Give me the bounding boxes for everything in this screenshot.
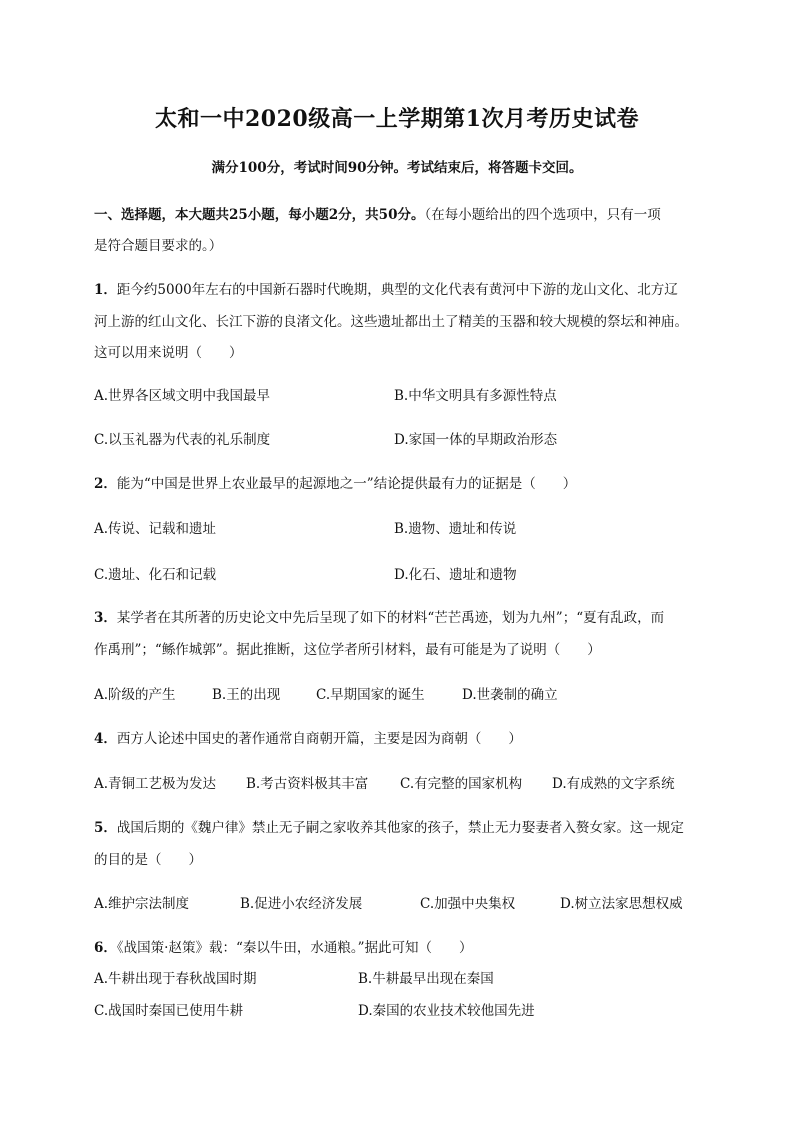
question-number: 5．	[94, 820, 117, 836]
question-6-option-c: C.战国时秦国已使用牛耕	[94, 1003, 244, 1019]
section-heading: 一、选择题，本大题共25小题，每小题2分，共50分。	[94, 207, 425, 223]
question-6-option-a: A.牛耕出现于春秋战国时期	[94, 971, 257, 987]
question-number: 6．	[94, 940, 117, 956]
question-2-line-1: 2．能为“中国是世界上农业最早的起源地之一”结论提供最有力的证据是（ ）	[94, 476, 577, 492]
question-1-line-3: 这可以用来说明（ ）	[94, 345, 243, 361]
question-3-option-d: D.世袭制的确立	[462, 687, 558, 703]
question-4-option-d: D.有成熟的文字系统	[552, 776, 675, 792]
question-5-option-b: B.促进小农经济发展	[240, 896, 363, 912]
question-3-option-a: A.阶级的产生	[94, 687, 176, 703]
question-5-line-1: 5．战国后期的《魏户律》禁止无子嗣之家收养其他家的孩子，禁止无力娶妻者入赘女家。这一规定	[94, 820, 684, 836]
question-1-line-2: 河上游的红山文化、长江下游的良渚文化。这些遗址都出土了精美的玉器和较大规模的祭坛和神庙。	[94, 314, 688, 330]
question-2-option-c: C.遗址、化石和记载	[94, 567, 217, 583]
question-number: 3．	[94, 610, 117, 626]
question-1-option-c: C.以玉礼器为代表的礼乐制度	[94, 432, 271, 448]
question-3-line-1: 3．某学者在其所著的历史论文中先后呈现了如下的材料“芒芒禹迹，划为九州”；“夏有乱政，而	[94, 610, 665, 626]
question-5-option-c: C.加强中央集权	[420, 896, 516, 912]
question-4-option-a: A.青铜工艺极为发达	[94, 776, 217, 792]
question-5-line-2: 的目的是（ ）	[94, 852, 202, 868]
section-heading-line	[94, 203, 661, 223]
question-5-option-d: D.树立法家思想权威	[560, 896, 683, 912]
question-number: 2．	[94, 476, 117, 492]
question-1-option-d: D.家国一体的早期政治形态	[394, 432, 558, 448]
question-2-option-d: D.化石、遗址和遗物	[394, 567, 517, 583]
question-3-option-b: B.王的出现	[212, 687, 281, 703]
exam-instructions: 满分100分，考试时间90分钟。考试结束后，将答题卡交回。	[211, 160, 583, 176]
question-6-option-d: D.秦国的农业技术较他国先进	[358, 1003, 535, 1019]
question-6-option-b: B.牛耕最早出现在秦国	[358, 971, 494, 987]
question-1-option-a: A.世界各区域文明中我国最早	[94, 388, 271, 404]
question-3-option-c: C.早期国家的诞生	[316, 687, 425, 703]
question-4-option-b: B.考古资料极其丰富	[246, 776, 369, 792]
question-2-option-a: A.传说、记载和遗址	[94, 521, 217, 537]
question-1-option-b: B.中华文明具有多源性特点	[394, 388, 557, 404]
question-number: 4．	[94, 731, 117, 747]
question-6-line-1: 6．《战国策·赵策》载：“秦以牛田，水通粮。”据此可知（ ）	[94, 940, 473, 956]
question-1-line-1: 1．距今约5000年左右的中国新石器时代晚期，典型的文化代表有黄河中下游的龙山文化、北方辽	[94, 282, 678, 298]
question-4-option-c: C.有完整的国家机构	[400, 776, 523, 792]
question-5-option-a: A.维护宗法制度	[94, 896, 190, 912]
section-note: （在每小题给出的四个选项中，只有一项	[424, 207, 661, 223]
question-3-line-2: 作禹刑”；“鲧作城郭”。据此推断，这位学者所引材料，最有可能是为了说明（ ）	[94, 642, 601, 658]
section-note-continued: 是符合题目要求的。）	[94, 238, 223, 254]
question-2-option-b: B.遗物、遗址和传说	[394, 521, 517, 537]
question-4-line-1: 4．西方人论述中国史的著作通常自商朝开篇，主要是因为商朝（ ）	[94, 731, 522, 747]
exam-title: 太和一中2020级高一上学期第1次月考历史试卷	[154, 106, 640, 132]
question-number: 1．	[94, 282, 117, 298]
